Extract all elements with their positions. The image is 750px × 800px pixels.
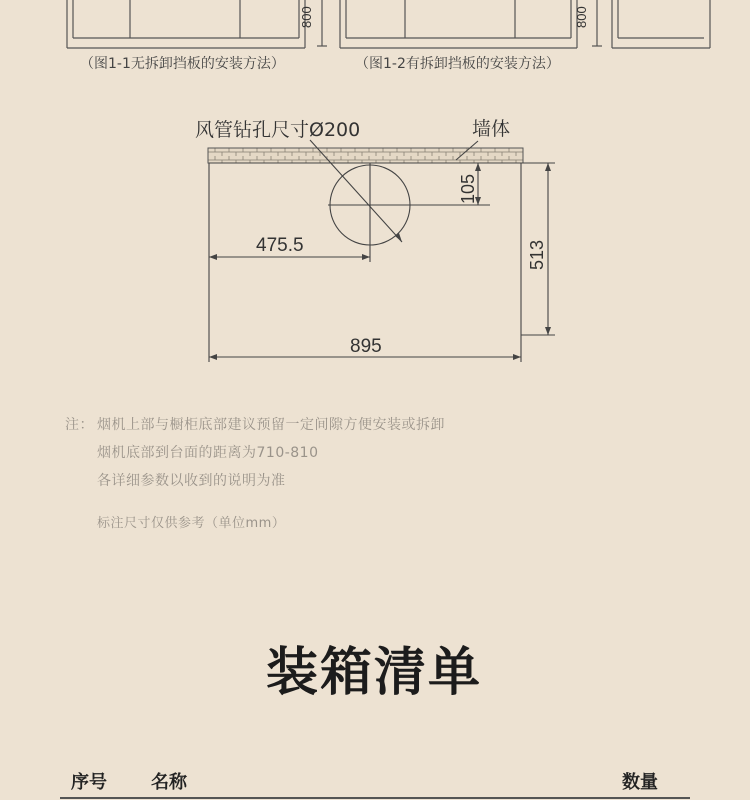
note-line-4: 标注尺寸仅供参考（单位mm） bbox=[97, 516, 286, 531]
note-line-1: 烟机上部与橱柜底部建议预留一定间隙方便安装或拆卸 bbox=[97, 417, 445, 433]
fig2-height-label: 800 bbox=[574, 6, 589, 28]
col-header-name: 名称 bbox=[151, 772, 187, 793]
note-line-3: 各详细参数以收到的说明为准 bbox=[97, 473, 286, 489]
packing-list-title: 装箱清单 bbox=[266, 643, 483, 703]
fig1-height-label: 800 bbox=[299, 6, 314, 28]
dim-475-label: 475.5 bbox=[256, 235, 304, 256]
wall-label: 墙体 bbox=[472, 118, 511, 140]
figure-1-2-caption: （图1-2有拆卸挡板的安装方法） bbox=[355, 56, 560, 72]
note-prefix: 注： bbox=[65, 417, 94, 433]
duct-drill-label: 风管钻孔尺寸Ø200 bbox=[195, 119, 361, 141]
note-line-2: 烟机底部到台面的距离为710-810 bbox=[97, 445, 319, 461]
wall-bricks bbox=[208, 148, 523, 163]
col-header-index: 序号 bbox=[71, 772, 107, 793]
dim-105-label: 105 bbox=[458, 173, 478, 204]
table-header-divider bbox=[60, 797, 690, 799]
figure-1-1-caption: （图1-1无拆卸挡板的安装方法） bbox=[80, 56, 285, 72]
dim-895-label: 895 bbox=[350, 336, 382, 357]
col-header-qty: 数量 bbox=[622, 772, 658, 793]
dim-513-label: 513 bbox=[527, 239, 547, 270]
